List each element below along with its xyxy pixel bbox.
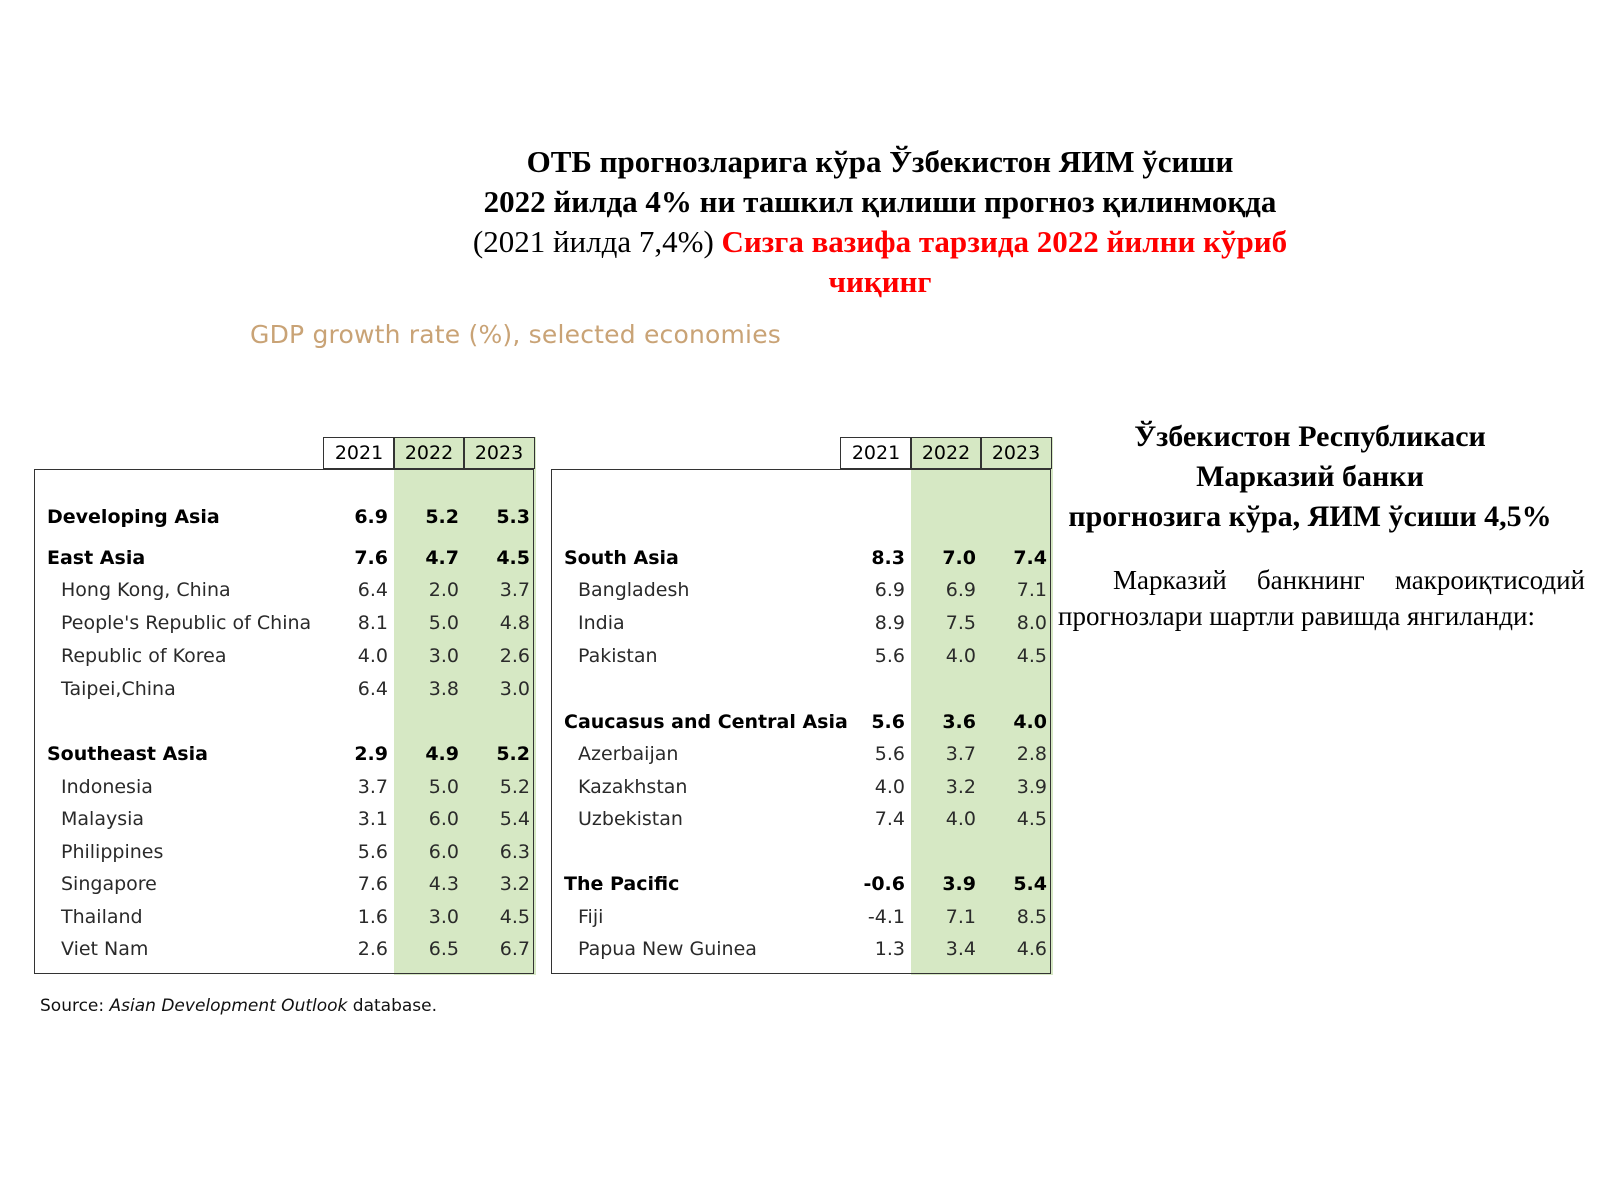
row-value: 2.0: [428, 579, 459, 601]
row-value: 7.4: [1013, 547, 1047, 569]
table-row: [551, 608, 1053, 638]
table-row: [34, 869, 536, 899]
row-label: Hong Kong, China: [61, 579, 231, 601]
year-header-2021: 2021: [840, 437, 912, 469]
row-label: Viet Nam: [61, 938, 149, 960]
central-bank-paragraph: Марказий банкнинг макроиқтисодий прогнозлари шартли равишда янгиланди:: [1058, 565, 1585, 631]
gdp-table-title: GDP growth rate (%), selected economies: [250, 320, 782, 349]
source-prefix: Source:: [40, 996, 110, 1016]
row-value: 5.2: [499, 776, 530, 798]
row-label: South Asia: [564, 547, 679, 569]
row-value: 4.9: [425, 743, 459, 765]
central-bank-heading-line-2: Марказий банки: [1196, 460, 1424, 493]
row-value: 6.3: [499, 841, 530, 863]
table-row: [551, 934, 1053, 964]
row-label: Pakistan: [578, 645, 658, 667]
row-value: 5.4: [499, 808, 530, 830]
row-label: Developing Asia: [47, 506, 220, 528]
row-value: 6.9: [354, 506, 388, 528]
row-label: Fiji: [578, 906, 604, 928]
row-value: 3.7: [499, 579, 530, 601]
table-row: [551, 641, 1053, 671]
heading-line-1: ОТБ прогнозларига кўра Ўзбекистон ЯИМ ўсиши: [526, 144, 1234, 179]
row-value: 6.4: [357, 678, 388, 700]
row-value: 7.6: [354, 547, 388, 569]
row-value: 5.6: [357, 841, 388, 863]
row-value: 6.4: [357, 579, 388, 601]
table-row: [34, 837, 536, 867]
row-value: 3.4: [945, 938, 976, 960]
row-value: 3.0: [428, 906, 459, 928]
row-value: 6.9: [945, 579, 976, 601]
year-header-2022: 2022: [393, 437, 465, 469]
row-value: 4.0: [945, 808, 976, 830]
table-row: [34, 575, 536, 605]
heading-line-3-plain: (2021 йилда 7,4%): [472, 224, 722, 259]
table-row: [34, 543, 536, 573]
central-bank-heading: [1040, 417, 1580, 537]
year-header-2022: 2022: [910, 437, 982, 469]
row-label: Malaysia: [61, 808, 145, 830]
row-value: 5.4: [1013, 873, 1047, 895]
row-value: 8.3: [871, 547, 905, 569]
row-value: 5.6: [871, 711, 905, 733]
row-label: East Asia: [47, 547, 146, 569]
heading-task-text: Сизга вазифа тарзида 2022 йилни кўриб: [721, 224, 1288, 259]
row-value: 3.7: [945, 743, 976, 765]
row-value: 6.7: [499, 938, 530, 960]
row-value: 4.0: [1013, 711, 1047, 733]
row-value: 4.5: [1016, 808, 1047, 830]
table-row: [34, 502, 536, 532]
source-suffix: database.: [347, 996, 437, 1016]
year-header-2021: 2021: [323, 437, 395, 469]
row-value: 2.6: [357, 938, 388, 960]
table-row: [551, 739, 1053, 769]
row-label: Indonesia: [61, 776, 153, 798]
row-label: Kazakhstan: [578, 776, 688, 798]
table-row: [551, 772, 1053, 802]
row-value: 7.1: [1016, 579, 1047, 601]
row-value: 3.2: [499, 873, 530, 895]
table-row: [551, 804, 1053, 834]
row-value: 4.5: [499, 906, 530, 928]
year-header-2023: 2023: [463, 437, 535, 469]
row-value: -0.6: [863, 873, 905, 895]
gdp-table-left: [34, 437, 536, 975]
row-label: Azerbaijan: [578, 743, 679, 765]
row-label: Republic of Korea: [61, 645, 227, 667]
heading-line-3: [400, 222, 1360, 262]
row-label: Thailand: [61, 906, 143, 928]
table-row: [551, 543, 1053, 573]
row-value: 5.0: [428, 612, 459, 634]
row-value: 7.4: [874, 808, 905, 830]
row-label: The Pacific: [564, 873, 680, 895]
row-label: Philippines: [61, 841, 164, 863]
row-value: 8.1: [357, 612, 388, 634]
row-value: 7.0: [942, 547, 976, 569]
source-publication: Asian Development Outlook: [109, 996, 348, 1016]
row-value: 2.8: [1016, 743, 1047, 765]
row-label: Papua New Guinea: [578, 938, 757, 960]
table-row: [34, 804, 536, 834]
row-value: 3.2: [945, 776, 976, 798]
table-row: [34, 739, 536, 769]
central-bank-heading-line-3: прогнозига кўра, ЯИМ ўсиши 4,5%: [1068, 500, 1552, 533]
row-label: People's Republic of China: [61, 612, 312, 634]
row-value: 3.7: [357, 776, 388, 798]
row-value: 4.6: [1016, 938, 1047, 960]
row-value: 4.3: [428, 873, 459, 895]
row-label: Bangladesh: [578, 579, 690, 601]
row-value: 5.6: [874, 645, 905, 667]
year-header-2023: 2023: [980, 437, 1052, 469]
row-label: Caucasus and Central Asia: [564, 711, 848, 733]
row-value: 4.8: [499, 612, 530, 634]
table-row: [34, 902, 536, 932]
heading-task-text-end: чиқинг: [828, 264, 932, 299]
row-value: 3.6: [942, 711, 976, 733]
row-value: 5.6: [874, 743, 905, 765]
row-value: 5.3: [496, 506, 530, 528]
row-value: 4.0: [874, 776, 905, 798]
row-value: 5.2: [496, 743, 530, 765]
row-value: 2.9: [354, 743, 388, 765]
central-bank-heading-line-1: Ўзбекистон Республикаси: [1134, 420, 1486, 453]
table-row: [34, 608, 536, 638]
table-row: [551, 902, 1053, 932]
row-label: Uzbekistan: [578, 808, 683, 830]
row-value: 7.1: [945, 906, 976, 928]
row-value: 2.6: [499, 645, 530, 667]
row-value: 4.0: [945, 645, 976, 667]
row-value: 6.0: [428, 841, 459, 863]
gdp-table-right: [551, 437, 1053, 975]
row-label: Southeast Asia: [47, 743, 208, 765]
row-value: 7.5: [945, 612, 976, 634]
row-value: 5.0: [428, 776, 459, 798]
row-value: 6.9: [874, 579, 905, 601]
row-value: 3.0: [428, 645, 459, 667]
row-value: 8.0: [1016, 612, 1047, 634]
row-value: 7.6: [357, 873, 388, 895]
source-note: [40, 996, 437, 1016]
row-value: 6.5: [428, 938, 459, 960]
row-value: 5.2: [425, 506, 459, 528]
table-row: [34, 641, 536, 671]
row-value: 3.9: [1016, 776, 1047, 798]
row-label: Taipei,China: [61, 678, 176, 700]
row-value: 8.5: [1016, 906, 1047, 928]
row-value: 3.1: [357, 808, 388, 830]
table-row: [551, 707, 1053, 737]
row-value: -4.1: [867, 906, 905, 928]
row-value: 4.7: [425, 547, 459, 569]
row-value: 4.5: [1016, 645, 1047, 667]
row-value: 8.9: [874, 612, 905, 634]
table-row: [551, 869, 1053, 899]
row-value: 1.3: [874, 938, 905, 960]
row-value: 3.0: [499, 678, 530, 700]
row-label: India: [578, 612, 625, 634]
page-heading: [400, 142, 1360, 302]
row-value: 1.6: [357, 906, 388, 928]
row-value: 3.8: [428, 678, 459, 700]
heading-line-2: 2022 йилда 4% ни ташкил қилиши прогноз қилинмоқда: [483, 184, 1277, 219]
table-row: [34, 674, 536, 704]
row-label: Singapore: [61, 873, 157, 895]
table-row: [551, 575, 1053, 605]
row-value: 6.0: [428, 808, 459, 830]
table-row: [34, 934, 536, 964]
row-value: 4.5: [496, 547, 530, 569]
row-value: 4.0: [357, 645, 388, 667]
table-row: [34, 772, 536, 802]
row-value: 3.9: [942, 873, 976, 895]
